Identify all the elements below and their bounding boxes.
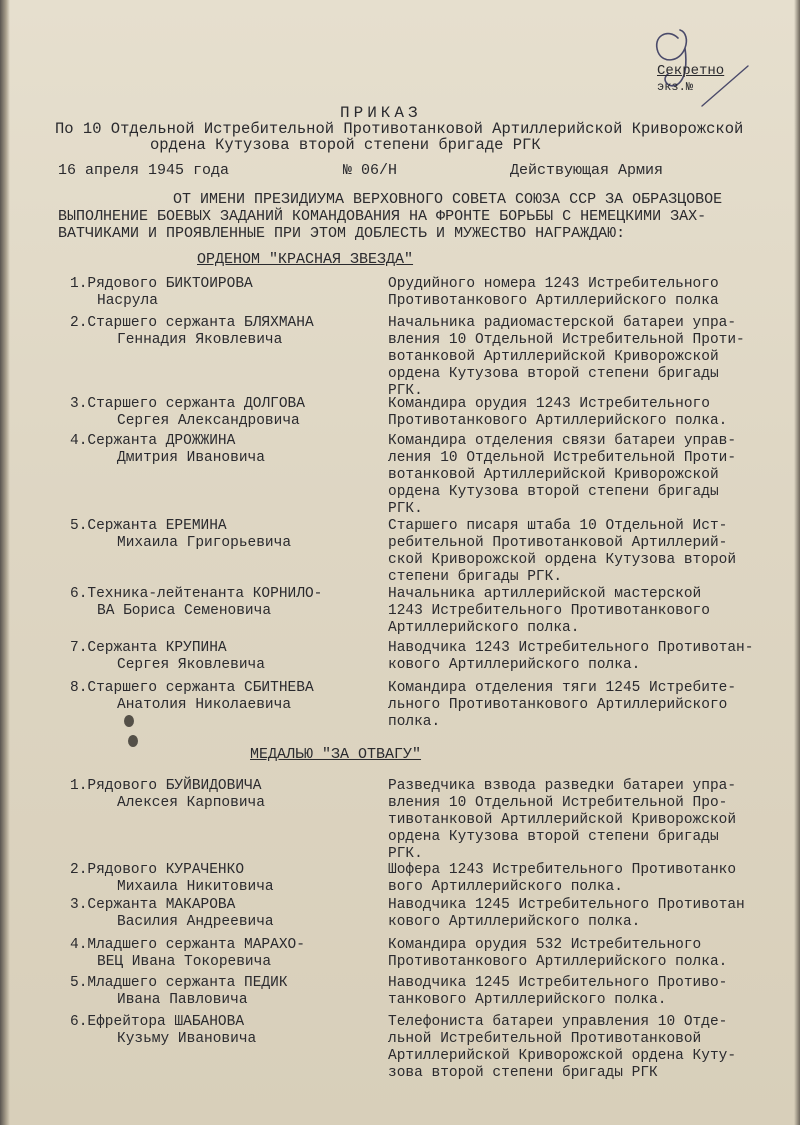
recipient (70, 640, 390, 674)
position-line: Телефониста батареи управления 10 Отде- (388, 1014, 728, 1030)
recipient-position (388, 586, 798, 637)
recipient-line: Геннадия Яковлевича (117, 332, 283, 348)
secret-label: Секретно (657, 63, 725, 79)
position-line: льного Противотанкового Артиллерийского (388, 697, 728, 713)
recipient-position (388, 518, 798, 586)
recipient (70, 586, 390, 620)
page-edge-shadow (0, 0, 10, 1125)
position-line: Командира отделения тяги 1245 Истребите- (388, 680, 737, 696)
recipient-line: 8.Старшего сержанта СБИТНЕВА (70, 680, 314, 696)
recipient-position (388, 778, 798, 863)
recipient-line: 6.Ефрейтора ШАБАНОВА (70, 1014, 245, 1030)
recipient-line: ВА Бориса Семеновича (97, 603, 272, 619)
position-line: Наводчика 1245 Истребительного Противо- (388, 975, 728, 991)
recipient-position (388, 315, 798, 400)
recipient (70, 1014, 390, 1048)
preamble-line: ВЫПОЛНЕНИЕ БОЕВЫХ ЗАДАНИЙ КОМАНДОВАНИЯ НА ФРОНТЕ БОРЬБЫ С НЕМЕЦКИМИ ЗАХ- (58, 208, 707, 225)
position-line: кового Артиллерийского полка. (388, 657, 641, 673)
position-line: вого Артиллерийского полка. (388, 879, 623, 895)
position-line: Начальника радиомастерской батареи упра- (388, 315, 737, 331)
position-line: Старшего писаря штаба 10 Отдельной Ист- (388, 518, 728, 534)
position-line: ордена Кутузова второй степени бригады (388, 484, 719, 500)
order-number: № 06/Н (343, 162, 398, 179)
order-army: Действующая Армия (510, 162, 664, 179)
recipient-line: 1.Рядового БИКТОИРОВА (70, 276, 253, 292)
position-line: РГК. (388, 501, 423, 517)
position-line: вотанковой Артиллерийской Криворожской (388, 349, 719, 365)
position-line: степени бригады РГК. (388, 569, 563, 585)
recipient (70, 937, 390, 971)
recipient (70, 518, 390, 552)
recipient-line: 3.Старшего сержанта ДОЛГОВА (70, 396, 305, 412)
position-line: Разведчика взвода разведки батареи упра- (388, 778, 737, 794)
position-line: РГК. (388, 846, 423, 862)
preamble-line: ОТ ИМЕНИ ПРЕЗИДИУМА ВЕРХОВНОГО СОВЕТА СОЮЗА ССР ЗА ОБРАЗЦОВОЕ (173, 191, 723, 208)
position-line: ской Криворожской ордена Кутузова второй (388, 552, 737, 568)
position-line: Начальника артиллерийской мастерской (388, 586, 702, 602)
recipient-line: Кузьму Ивановича (117, 1031, 257, 1047)
position-line: вотанковой Артиллерийской Криворожской (388, 467, 719, 483)
position-line: тивотанковой Артиллерийской Криворожской (388, 812, 737, 828)
recipient-position (388, 937, 798, 971)
preamble (58, 191, 788, 242)
section-heading-for-courage: МЕДАЛЬЮ "ЗА ОТВАГУ" (250, 746, 422, 763)
recipient-line: Михаила Никитовича (117, 879, 274, 895)
preamble-line: ВАТЧИКАМИ И ПРОЯВЛЕННЫЕ ПРИ ЭТОМ ДОБЛЕСТЬ И МУЖЕСТВО НАГРАЖДАЮ: (58, 225, 626, 242)
punch-hole (124, 715, 134, 727)
order-unit-line-2: ордена Кутузова второй степени бригаде РГК (150, 136, 541, 154)
recipient-position (388, 640, 798, 674)
recipient (70, 862, 390, 896)
recipient-position (388, 1014, 798, 1082)
recipient (70, 396, 390, 430)
recipient-line: Дмитрия Ивановича (117, 450, 265, 466)
position-line: полка. (388, 714, 441, 730)
recipient-position (388, 897, 798, 931)
recipient-line: 5.Младшего сержанта ПЕДИК (70, 975, 288, 991)
recipient-line: 2.Рядового КУРАЧЕНКО (70, 862, 245, 878)
recipient (70, 778, 390, 812)
recipient-line: 2.Старшего сержанта БЛЯХМАНА (70, 315, 314, 331)
recipient-position (388, 975, 798, 1009)
recipient (70, 433, 390, 467)
recipient-line: Алексея Карповича (117, 795, 265, 811)
recipient-position (388, 862, 798, 896)
recipient (70, 680, 390, 714)
position-line: ления 10 Отдельной Истребительной Проти- (388, 450, 737, 466)
recipient-line: Насрула (97, 293, 158, 309)
position-line: ордена Кутузова второй степени бригады (388, 366, 719, 382)
recipient-line: Ивана Павловича (117, 992, 248, 1008)
position-line: ордена Кутузова второй степени бригады (388, 829, 719, 845)
position-line: Противотанкового Артиллерийского полка. (388, 413, 728, 429)
document-title: ПРИКАЗ (340, 104, 422, 122)
recipient-line: 7.Сержанта КРУПИНА (70, 640, 227, 656)
position-line: Командира отделения связи батареи управ- (388, 433, 737, 449)
position-line: танкового Артиллерийского полка. (388, 992, 667, 1008)
order-unit-line-1: По 10 Отдельной Истребительной Противотанковой Артиллерийской Криворожской (55, 120, 744, 138)
position-line: Противотанкового Артиллерийского полка (388, 293, 719, 309)
recipient-line: 3.Сержанта МАКАРОВА (70, 897, 236, 913)
recipient-position (388, 396, 798, 430)
position-line: Командира орудия 1243 Истребительного (388, 396, 710, 412)
recipient-line: 4.Младшего сержанта МАРАХО- (70, 937, 305, 953)
recipient-line: 1.Рядового БУЙВИДОВИЧА (70, 778, 262, 794)
recipient-line: Сергея Александровича (117, 413, 300, 429)
recipient-line: ВЕЦ Ивана Токоревича (97, 954, 272, 970)
position-line: зова второй степени бригады РГК (388, 1065, 658, 1081)
position-line: Артиллерийской Криворожской ордена Куту- (388, 1048, 737, 1064)
copy-number-label: экз.№ (657, 80, 694, 94)
position-line: Орудийного номера 1243 Истребительного (388, 276, 719, 292)
position-line: льной Истребительной Противотанковой (388, 1031, 702, 1047)
position-line: 1243 Истребительного Противотанкового (388, 603, 710, 619)
position-line: Командира орудия 532 Истребительного (388, 937, 702, 953)
recipient-line: Анатолия Николаевича (117, 697, 292, 713)
recipient (70, 276, 390, 310)
recipient-line: Сергея Яковлевича (117, 657, 265, 673)
section-heading-red-star: ОРДЕНОМ "КРАСНАЯ ЗВЕЗДА" (197, 251, 414, 268)
position-line: Наводчика 1243 Истребительного Противотан- (388, 640, 754, 656)
recipient-line: 5.Сержанта ЕРЕМИНА (70, 518, 227, 534)
position-line: вления 10 Отдельной Истребительной Проти- (388, 332, 745, 348)
recipient (70, 975, 390, 1009)
recipient-position (388, 276, 798, 310)
recipient-position (388, 433, 798, 518)
punch-hole (128, 735, 138, 747)
position-line: Артиллерийского полка. (388, 620, 580, 636)
recipient-line: Василия Андреевича (117, 914, 274, 930)
position-line: вления 10 Отдельной Истребительной Про- (388, 795, 728, 811)
recipient-line: 4.Сержанта ДРОЖЖИНА (70, 433, 236, 449)
recipient (70, 315, 390, 349)
order-date: 16 апреля 1945 года (58, 162, 230, 179)
recipient-line: 6.Техника-лейтенанта КОРНИЛО- (70, 586, 323, 602)
position-line: Шофера 1243 Истребительного Противотанко (388, 862, 737, 878)
position-line: Противотанкового Артиллерийского полка. (388, 954, 728, 970)
position-line: ребительной Противотанковой Артиллерий- (388, 535, 728, 551)
position-line: Наводчика 1245 Истребительного Противотан (388, 897, 745, 913)
position-line: кового Артиллерийского полка. (388, 914, 641, 930)
recipient (70, 897, 390, 931)
recipient-line: Михаила Григорьевича (117, 535, 292, 551)
recipient-position (388, 680, 798, 731)
position-line: РГК. (388, 383, 423, 399)
